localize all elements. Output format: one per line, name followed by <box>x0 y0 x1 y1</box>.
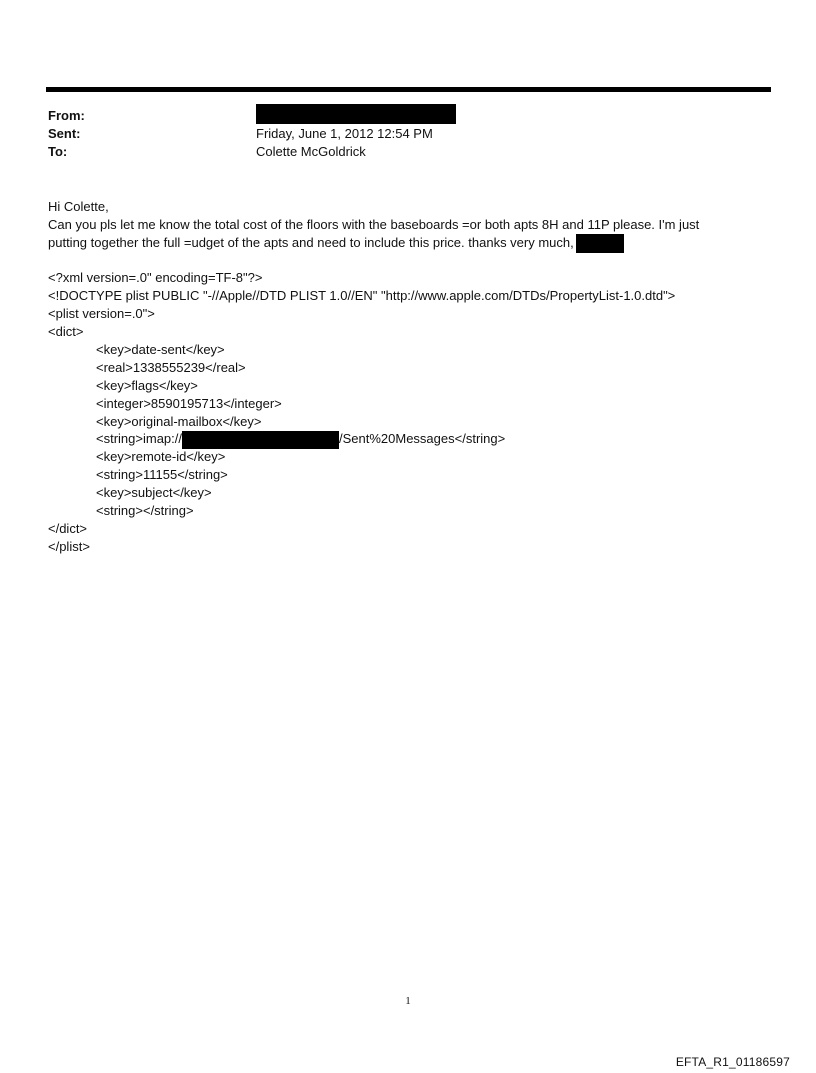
to-label: To: <box>48 144 68 159</box>
redaction-block <box>256 104 456 124</box>
message-line-2 <box>48 234 768 253</box>
plist-mailbox-suffix: /Sent%20Messages</string> <box>339 431 506 446</box>
plist-line: <dict> <box>48 324 84 339</box>
plist-line-mailbox <box>96 430 816 449</box>
plist-line: <real>1338555239</real> <box>96 360 246 375</box>
from-value-redacted <box>256 107 456 125</box>
plist-line: <!DOCTYPE plist PUBLIC "-//Apple//DTD PLIST 1.0//EN" "http://www.apple.com/DTDs/PropertyList-1.0.dtd"> <box>48 288 676 303</box>
from-label: From: <box>48 108 85 123</box>
from-row <box>48 107 768 125</box>
plist-mailbox-prefix: <string>imap:// <box>96 431 182 446</box>
to-value: Colette McGoldrick <box>256 144 366 159</box>
plist-line: </dict> <box>48 521 88 536</box>
plist-line: <key>subject</key> <box>96 485 212 500</box>
plist-line: <string></string> <box>96 503 194 518</box>
to-row <box>48 143 768 161</box>
sent-row <box>48 125 768 143</box>
plist-line: <key>remote-id</key> <box>96 449 226 464</box>
redaction-block <box>182 431 339 449</box>
plist-line: <plist version=.0"> <box>48 306 155 321</box>
plist-line: <string>11155</string> <box>96 467 228 482</box>
plist-line: <key>date-sent</key> <box>96 342 225 357</box>
plist-line: <key>flags</key> <box>96 378 198 393</box>
plist-line: <key>original-mailbox</key> <box>96 414 262 429</box>
sent-label: Sent: <box>48 126 81 141</box>
redaction-block <box>576 234 624 253</box>
greeting: Hi Colette, <box>48 199 109 214</box>
message-line-2-text: putting together the full =udget of the apts and need to include this price. thanks very much, <box>48 235 574 250</box>
plist-line: <?xml version=.0" encoding=TF-8"?> <box>48 270 263 285</box>
top-rule <box>46 87 771 92</box>
sent-value: Friday, June 1, 2012 12:54 PM <box>256 126 433 141</box>
bates-number: EFTA_R1_01186597 <box>675 1055 790 1069</box>
plist-line: </plist> <box>48 539 90 554</box>
page-number: 1 <box>405 995 411 1007</box>
message-line-1: Can you pls let me know the total cost of the floors with the baseboards =or both apts 8H and 11P please. I'm just <box>48 217 700 232</box>
plist-line: <integer>8590195713</integer> <box>96 396 282 411</box>
